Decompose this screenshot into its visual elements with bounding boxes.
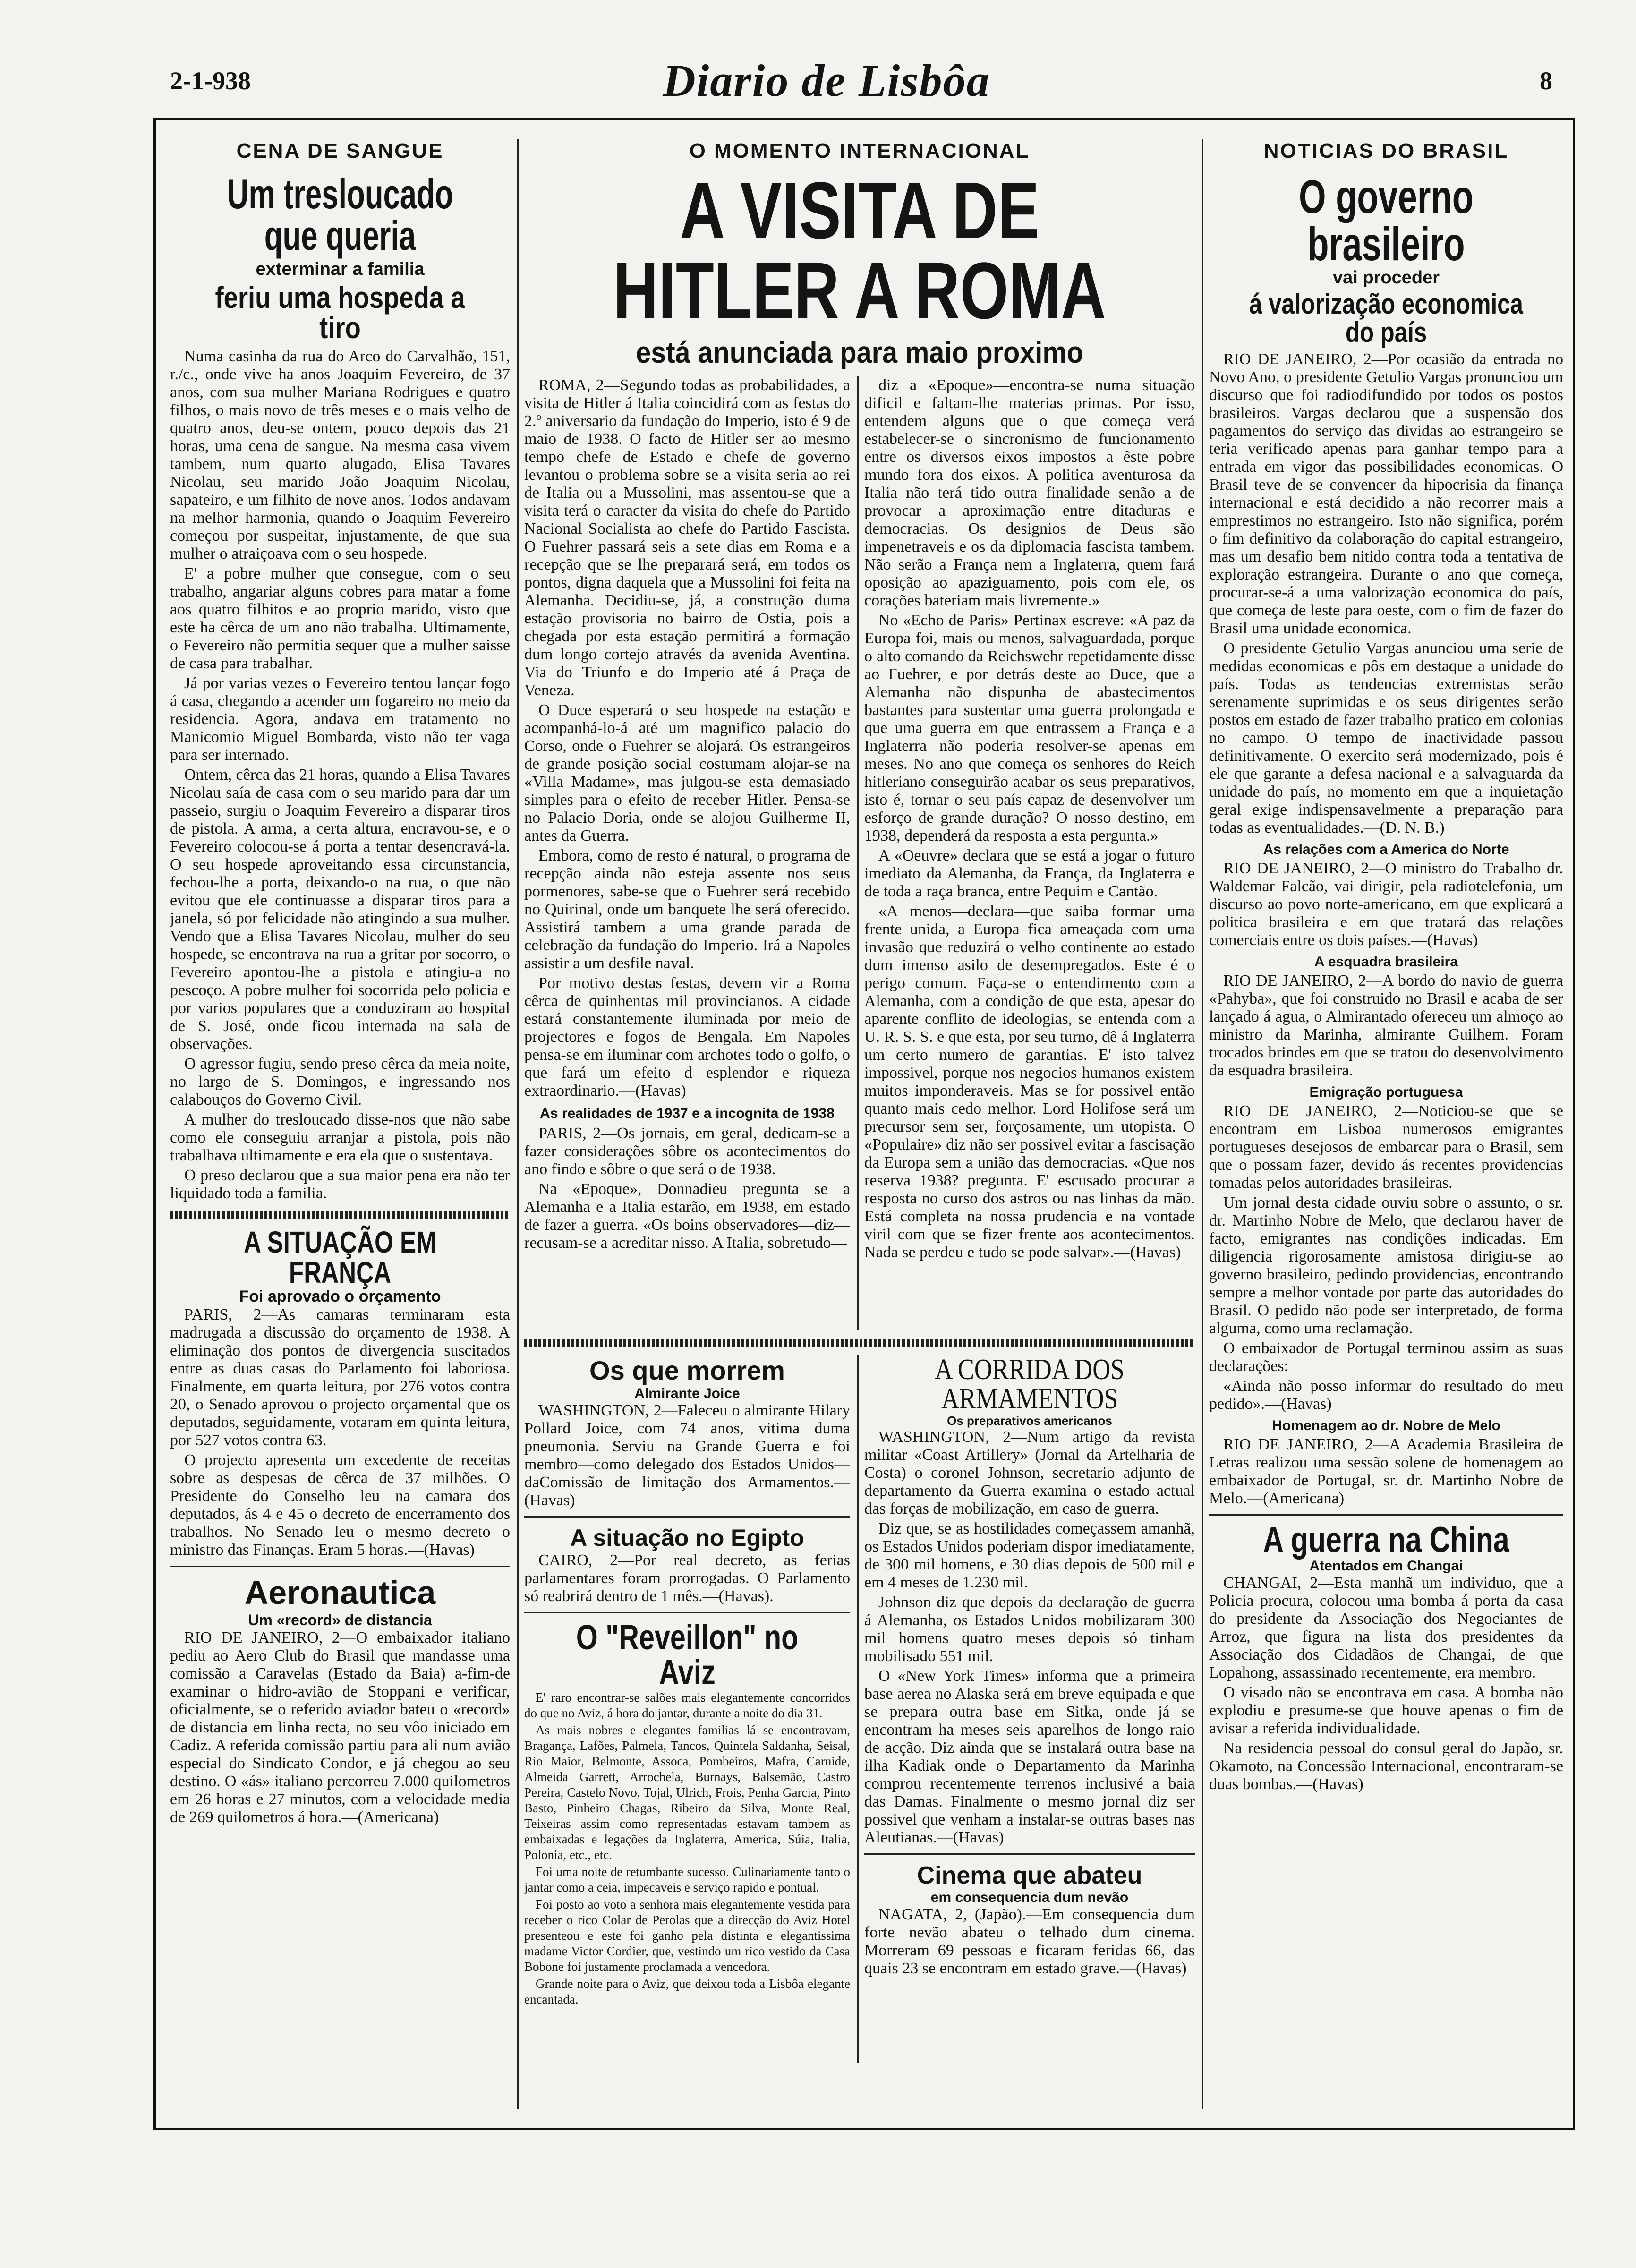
paragraph: Já por varias vezes o Fevereiro tentou lançar fogo á casa, chegando a acender um fogareiro no meio da residencia. Agora, andava em tratamento no Manicomio Miguel Bombarda, visto não ter vaga para ser internado. [170, 674, 510, 764]
main-headline: A VISITA DE HITLER A ROMA [613, 166, 1106, 336]
headline: O governo brasileiro [1298, 171, 1474, 271]
headline: Um tresloucado que queria [227, 171, 453, 259]
article-body [170, 348, 510, 1202]
paragraph: PARIS, 2—As camaras terminaram esta madrugada a discussão do orçamento de 1938. A eliminação dos pontos de divergencia suscitados entre as duas casas do Parlamento foi laboriosa. Finalmente, em quarta leitura, por 276 votos contra 20, o Senado aprovou o projecto orçamental que os deputados, seguidamente, votaram em quinta leitura, por 527 votos contra 63. [170, 1306, 510, 1449]
headline: Os que morrem [589, 1356, 785, 1385]
paragraph: Foi uma noite de retumbante sucesso. Culinariamente tanto o jantar como a ceia, impecaveis e serviço rapido e pontual. [524, 1865, 850, 1894]
paragraph: A «Oeuvre» declara que se está a jogar o futuro imediato da Alemanha, da França, da Inglaterra e de toda a raça branca, entre Pequim e Cantão. [864, 847, 1195, 900]
paragraph: «Ainda não posso informar do resultado do meu pedido».—(Havas) [1209, 1377, 1563, 1413]
headline: Aeronautica [244, 1574, 436, 1611]
paragraph: E' raro encontrar-se salões mais elegantemente concorridos do que no Aviz, á hora do jantar, durante a noite do dia 31. [524, 1690, 850, 1720]
page-number: 8 [1540, 67, 1552, 95]
article-body [1209, 350, 1563, 837]
headline: A CORRIDA DOS ARMAMENTOS [935, 1355, 1125, 1415]
paragraph: ROMA, 2—Segundo todas as probabilidades, a visita de Hitler á Italia coincidirá com as festas do 2.º aniversario da fundação do Imperio, isto é 9 de maio de 1938. O facto de Hitler ser ao mesmo tempo chefe de Estado e chefe de governo levantou o problema sobre se a visita seria ao rei de Italia ou a Mussolini, mas assentou-se que a visita terá o caracter da visita do chefe do Partido Nacional Socialista ao chefe do Partido Fascista. O Fuehrer passará seis a sete dias em Roma e a recepção que se lhe preparará será, em todos os pontos, digna daquela que a Mussolini foi feita na Alemanha. Decidiu-se, já, a construção duma estação provisoria no bairro de Ostia, pois a chegada por esta estação permitirá a formação dum longo cortejo através da avenida Aventina. Via do Triunfo e do Imperio até á Praça de Veneza. [524, 376, 850, 699]
divider [1209, 1514, 1563, 1516]
subheadline: Atentados em Changai [1309, 1558, 1463, 1574]
divider [524, 1339, 1195, 1347]
column-rule [1202, 139, 1203, 2109]
headline: A situação no Egipto [570, 1525, 804, 1551]
divider [170, 1566, 510, 1567]
paragraph: O projecto apresenta um excedente de receitas sobre as despesas de cêrca de 37 milhões. O Presidente do Conselho leu na camara dos deputados, ás 4 e 45 o decreto de encerramento dos trabalhos. No Senado leu o mesmo decreto o ministro das Finanças. Eram 5 horas.—(Havas) [170, 1451, 510, 1559]
subheadline: As relações com a America do Norte [1263, 842, 1509, 857]
article-body [1209, 1102, 1563, 1413]
section-title: NOTICIAS DO BRASIL [1263, 139, 1509, 162]
column-rule [857, 376, 859, 1330]
divider [864, 1853, 1195, 1855]
paragraph: Embora, como de resto é natural, o programa de recepção ainda não esteja assente nos seus pormenores, sabe-se que o Fuehrer será recebido no Quirinal, onde um banquete lhe será oferecido. Assistirá tambem a uma grande parada de celebração da fundação do Imperio. Irá a Napoles assistir a um desfile naval. [524, 847, 850, 972]
article-body [1209, 1574, 1563, 1793]
paragraph: Um jornal desta cidade ouviu sobre o assunto, o sr. dr. Martinho Nobre de Melo, que declarou haver de facto, emigrantes nas condições indicadas. Em diligencia rigorosamente amistosa dirigiu-se ao governo brasileiro, pedindo providencias, encontrando sempre a melhor vontade por parte das autoridades do Brasil. O pedido não pode ser interpretado, de forma alguma, como uma reclamação. [1209, 1194, 1563, 1337]
paragraph: O «New York Times» informa que a primeira base aerea no Alaska será em breve equipada e que se prepara outra base em Sitka, onde já se encontram ha meses seis aparelhos de longo raio de acção. Diz ainda que se instalará outra base na ilha Kadiak onde o Departamento da Marinha comprou recentemente terrenos inclusivé a baia das Damas. Finalmente o mesmo jornal diz ser possivel que venham a instalar-se outras bases nas Aleutianas.—(Havas) [864, 1667, 1195, 1846]
column-rule [517, 139, 519, 2109]
issue-date: 2-1-938 [170, 67, 251, 95]
paragraph: Grande noite para o Aviz, que deixou toda a Lisbôa elegante encantada. [524, 1977, 850, 2006]
paragraph: O embaixador de Portugal terminou assim as suas declarações: [1209, 1339, 1563, 1375]
article-col [524, 376, 850, 1330]
column-rule [857, 1355, 859, 2063]
column-left [170, 120, 510, 2128]
paragraph: Foi posto ao voto a senhora mais elegantemente vestida para receber o rico Colar de Perolas que a direcção do Aviz Hotel presenteou e este foi ganho pela distinta e elegantissima madame Victor Cordier, que, vestindo um rico vestido da Casa Bobone foi justamente proclamada a vencedora. [524, 1897, 850, 1974]
subheadline: Foi aprovado o orçamento [239, 1287, 441, 1305]
article-body [524, 1690, 850, 2007]
subheadline: Emigração portuguesa [1309, 1084, 1463, 1100]
article-col [864, 376, 1195, 1330]
paragraph: E' a pobre mulher que consegue, com o seu trabalho, angariar alguns cobres para matar a fome aos quatro filhitos e ao proprio marido, visto que este ha cêrca de um ano não trabalha. Ultimamente, o Fevereiro não permitia sequer que a mulher saisse de casa para trabalhar. [170, 565, 510, 672]
headline-2: á valorização economica do país [1249, 288, 1523, 348]
headline: A guerra na China [1263, 1520, 1509, 1560]
paragraph: O Duce esperará o seu hospede na estação e acompanhá-lo-á até um magnifico palacio do Corso, onde o Fuehrer se alojará. Os estrangeiros de grande posição social costumam alojar-se na «Villa Madame», mas julgou-se esta demasiado simples para o efeito de receber Hitler. Pensa-se no Palacio Doria, onde se alojou Guilherme II, antes da Guerra. [524, 701, 850, 844]
article-body [864, 1428, 1195, 1847]
paragraph: «A menos—declara—que saiba formar uma frente unida, a Europa fica ameaçada com uma invasão que reduzirá o velho continente ao estado dum imenso asilo de desempregados. Este é o perigo comum. Faça-se o entendimento com a Alemanha, com a condição de que esta, apesar do aparente conflito de ideologias, se entenda com a U. R. S. S. e que esta, por seu turno, dê á Inglaterra um certo numero de garantias. E' isto talvez impossivel, porque nos negocios humanos existem muitos imponderaveis. Mas se for possivel então quanto mais cedo melhor. Lord Holifose será um precursor sem ser, forçosamente, um utopista. O «Populaire» diz não ser possivel evitar a fascisação da Europa sem a união das democracias. «Que nos reserva 1938? pregunta. E' escusado procurar a resposta no curso dos astros ou nas linhas da mão. Está completa na nossa prudencia e na vontade viril com que se fizer frente aos acontecimentos. Nada se perdeu e tudo se pode salvar».—(Havas) [864, 903, 1195, 1261]
paragraph: RIO DE JANEIRO, 2—A bordo do navio de guerra «Pahyba», que foi construido no Brasil e acaba de ser lançado á agua, o Almirantado ofereceu um almoço ao ministro da Marinha, almirante Guilhem. Foram trocados brindes em que se tratou do desenvolvimento da esquadra brasileira. [1209, 972, 1563, 1079]
paragraph: Na «Epoque», Donnadieu pregunta se a Alemanha e a Italia estarão, em 1938, em estado de fazer a guerra. «Os boins observadores—diz—recusam-se a acreditar nisso. A Italia, sobretudo— [524, 1180, 850, 1252]
section-title: O MOMENTO INTERNACIONAL [689, 139, 1030, 162]
paragraph: O presidente Getulio Vargas anunciou uma serie de medidas economicas e pôs em destaque a unidade do país. Todas as tendencias extremistas serão serenamente suprimidas e os seus dirigentes serão postos em estado de fazer trabalho pratico em colonias no campo. O tempo de inactividade passou definitivamente. O exercito será modernizado, pois é ele que garante a defesa nacional e a salvaguarda da unidade do país, no momento em que a inquietação geral exige indispensavelmente a preparação para todas as eventualidades.—(D. N. B.) [1209, 639, 1563, 836]
subheadline: As realidades de 1937 e a incognita de 1938 [540, 1106, 835, 1121]
main-subheadline: está anunciada para maio proximo [636, 335, 1083, 369]
article-body [170, 1306, 510, 1559]
subheadline: A esquadra brasileira [1314, 954, 1458, 970]
headline: A SITUAÇÃO EM FRANÇA [244, 1225, 436, 1289]
paragraph: RIO DE JANEIRO, 2—O ministro do Trabalho dr. Waldemar Falcão, vai dirigir, pela radiotelefonia, um discurso ao povo norte-americano, em que explicará a politica brasileira e em que tratará das relações comerciais entre os dois países.—(Havas) [1209, 860, 1563, 949]
paragraph: O visado não se encontrava em casa. A bomba não explodiu e presume-se que houve apenas o fim de avisar a referida individualidade. [1209, 1684, 1563, 1737]
paragraph: Johnson diz que depois da declaração de guerra á Alemanha, os Estados Unidos mobilizaram 300 mil homens quatro meses depois só tinham mobilisado 551 mil. [864, 1594, 1195, 1665]
paragraph: Por motivo destas festas, devem vir a Roma cêrca de quinhentas mil provincianos. A cidade estará constantemente iluminada por meio de projectores e fogos de Bengala. Em Napoles pensa-se em iluminar com archotes todo o golfo, o que fará um efeito d esplendor e riqueza extraordinario.—(Havas) [524, 974, 850, 1100]
paragraph: Diz que, se as hostilidades começassem amanhã, os Estados Unidos poderiam dispor imediatamente, de 300 mil homens, e 30 dias depois de 500 mil e em 4 meses de 1.230 mil. [864, 1520, 1195, 1591]
headline: Cinema que abateu [917, 1862, 1142, 1889]
paragraph: WASHINGTON, 2—Num artigo da revista militar «Coast Artillery» (Jornal da Artelharia de Costa) o coronel Johnson, secretario adjunto de departamento da Guerra examina o estado actual das forças de mobilização, em caso de guerra. [864, 1428, 1195, 1518]
paragraph: Numa casinha da rua do Arco do Carvalhão, 151, r./c., onde vive ha anos Joaquim Fevereiro, de 37 anos, com sua mulher Mariana Rodrigues e quatro filhos, o mais novo de três meses e o mais velho de quatro anos, deu-se ontem, pouco depois das 21 horas, uma cena de sangue. Na mesma casa vivem tambem, num quarto alugado, Elisa Tavares Nicolau, seu marido João Joaquim Nicolau, sapateiro, e um filhito de nove anos. Todos andavam na melhor harmonia, quando o Joaquim Fevereiro começou por suspeitar, injustamente, de que sua mulher o atraiçoava com o seu hospede. [170, 348, 510, 563]
paragraph: No «Echo de Paris» Pertinax escreve: «A paz da Europa foi, mais ou menos, salvaguardada, porque o alto comando da Reichswehr repetidamente disse ao Fuehrer, e por detrás deste ao Duce, que a Alemanha não dispunha de abastecimentos bastantes para sustentar uma guerra prolongada e que uma guerra em que entrassem a França e a Inglaterra não poderia resolver-se apenas em meses. No ano que começa os senhores do Reich hitleriano conseguirão acabar os seus preparativos, isto é, tornar o seu país capaz de desenvolver um esforço de grande duração? O nosso destino, em 1938, dependerá da resposta a esta pergunta.» [864, 612, 1195, 844]
paragraph: RIO DE JANEIRO, 2—O embaixador italiano pediu ao Aero Club do Brasil que mandasse uma comissão a Caravelas (Estado da Baia) a-fim-de examinar o hidro-avião de Stoppani e verificar, oficialmente, se o referido aviador bateu o «record» de distancia em linha recta, no seu vôo iniciado em Cadiz. A referida comissão partiu para ali num avião especial do Sindicato Condor, e já chegou ao seu destino. O «ás» italiano percorreu 7.000 quilometros em 26 horas e 27 minutos, com a velocidade media de 269 quilometros á hora.—(Americana) [170, 1629, 510, 1826]
paragraph: RIO DE JANEIRO, 2—Por ocasião da entrada no Novo Ano, o presidente Getulio Vargas pronunciou um discurso que foi radiodifundido por todos os postos brasileiros. Vargas declarou que a suspensão dos pagamentos do serviço das dividas ao estrangeiro se teria verificado apenas para ganhar tempo para a entrada em vigor das possibilidades economicas. O Brasil teve de se convencer da hipocrisia da finança internacional e está decidido a não recorrer mais a emprestimos no estrangeiro. Isto não significa, porém o fim definitivo da colaboração do capital estrangeiro, mas um desafio bem nitido contra toda a tentativa de exploração estrangeira. Durante o ano que começa, procurar-se-á a uma valorização economica do país, que começa de leste para oeste, com o fim de fazer do Brasil uma unidade economica. [1209, 350, 1563, 637]
paragraph: RIO DE JANEIRO, 2—Noticiou-se que se encontram em Lisboa numerosos emigrantes portugueses desejosos de embarcar para o Brasil, sem que o possam fazer, devido ás recentes providencias tomadas pelos autoridades brasileiras. [1209, 1102, 1563, 1192]
paragraph: CHANGAI, 2—Esta manhã um individuo, que a Policia procura, colocou uma bomba á porta da casa do presidente da Associação dos Negociantes de Arroz, que figura na lista dos presidentes da Associação dos Cidadãos de Changai, de que Lopahong, assassinado recentemente, era membro. [1209, 1574, 1563, 1681]
column-center [524, 120, 1195, 2128]
page-frame [153, 118, 1575, 2130]
subheadline: exterminar a familia [256, 259, 425, 279]
main-article [524, 376, 1195, 1330]
paragraph: diz a «Epoque»—encontra-se numa situação dificil e faltam-lhe materias primas. Por isso, entendem alguns que o que começa verá estabelecer-se o sincronismo de funcionamento entre os diversos eixos impostos a êste pobre mundo fora dos eixos. A politica aventurosa da Italia não terá tido outra finalidade senão a de provocar a aproximação entre ditaduras e democracias. Os designios de Deus são impenetraveis e os da diplomacia fascista tambem. Não serão a França nem a Inglaterra, quem fará oposição ao apaziguamento, pois com ele, os corações bateriam mais livremente.» [864, 376, 1195, 609]
article-col [864, 1355, 1195, 2063]
article-body [170, 1629, 510, 1826]
paragraph: RIO DE JANEIRO, 2—A Academia Brasileira de Letras realizou uma sessão solene de homenagem ao embaixador de Portugal, sr. dr. Martinho Nobre de Melo.—(Americana) [1209, 1436, 1563, 1507]
subheadline: Almirante Joice [634, 1386, 740, 1401]
paragraph: CAIRO, 2—Por real decreto, as ferias parlamentares foram prorrogadas. O Parlamento só reabrirá dentro de 1 mês.—(Havas). [524, 1552, 850, 1605]
paragraph: A mulher do tresloucado disse-nos que não sabe como ele conseguiu arranjar a pistola, pois não trabalhava ultimamente e era ela que o sustentava. [170, 1111, 510, 1164]
divider [524, 1612, 850, 1613]
paragraph: PARIS, 2—Os jornais, em geral, dedicam-se a fazer considerações sôbre os acontecimentos do ano findo e sôbre o que será o de 1938. [524, 1125, 850, 1178]
paragraph: NAGATA, 2, (Japão).—Em consequencia dum forte nevão abateu o telhado dum cinema. Morreram 69 pessoas e ficaram feridas 66, das quais 23 se encontram em estado grave.—(Havas) [864, 1906, 1195, 1977]
subheadline: Os preparativos americanos [947, 1414, 1112, 1428]
newspaper-title: Diario de Lisbôa [663, 55, 990, 106]
divider [524, 1516, 850, 1518]
subheadline: Homenagem ao dr. Nobre de Melo [1272, 1418, 1500, 1433]
lower-articles [524, 1355, 1195, 2063]
paragraph: Ontem, cêrca das 21 horas, quando a Elisa Tavares Nicolau saía de casa com o seu marido para dar um passeio, surgiu o Joaquim Fevereiro a disparar tiros de pistola. A arma, a certa altura, encravou-se, e o Fevereiro colocou-se á porta a tentar desencravá-la. O seu hospede aproveitando essa circunstancia, fechou-lhe a porta, deixando-o na rua, o que não evitou que ele continuasse a disparar tiros para a janela, só por felicidade não atingindo a sua mulher. Vendo que a Elisa Tavares Nicolau, mulher do seu hospede, se encontrava na rua a gritar por socorro, o Fevereiro apontou-lhe a pistola e atingiu-a no pescoço. A pobre mulher foi socorrida pelo policia e por varios populares que a conduziram ao hospital de S. José, onde ficou internada na sala de observações. [170, 766, 510, 1053]
subheadline: em consequencia dum nevão [930, 1890, 1129, 1905]
article-col [524, 1355, 850, 2063]
paragraph: Na residencia pessoal do consul geral do Japão, sr. Okamoto, na Concessão Internacional, encontraram-se duas bombas.—(Havas) [1209, 1739, 1563, 1793]
subheadline: vai proceder [1333, 268, 1440, 288]
paragraph: As mais nobres e elegantes familias lá se encontravam, Bragança, Lafões, Palmela, Tancos, Quintela Saldanha, Seisal, Rio Maior, Belmonte, Assoca, Pombeiros, Mafra, Carnide, Almeida Garrett, Arrochela, Burnays, Balsemão, Castro Pereira, Castelo Novo, Tojal, Ulrich, Frois, Penha Garcia, Pinto Basto, Pinheiro Chagas, Ribeiro da Silva, Monte Real, Teixeiras assim como representadas estavam tambem as embaixadas e legações da Inglaterra, America, Súia, Italia, Polonia, etc., etc. [524, 1723, 850, 1862]
paragraph: O preso declarou que a sua maior pena era não ter liquidado toda a familia. [170, 1167, 510, 1202]
divider [170, 1211, 510, 1219]
headline-2: feriu uma hospeda a tiro [215, 281, 465, 345]
subheadline: Um «record» de distancia [248, 1611, 432, 1629]
section-title: CENA DE SANGUE [236, 139, 444, 162]
headline: O "Reveillon" no Aviz [576, 1618, 799, 1692]
column-right [1209, 120, 1563, 2128]
paragraph: O agressor fugiu, sendo preso cêrca da meia noite, no largo de S. Domingos, e ingressando nos calabouços do Governo Civil. [170, 1055, 510, 1108]
paragraph: WASHINGTON, 2—Faleceu o almirante Hilary Pollard Joice, com 74 anos, vitima duma pneumonia. Serviu na Grande Guerra e foi membro—como delegado dos Estados Unidos—daComissão de limitação dos Armamentos.—(Havas) [524, 1402, 850, 1509]
